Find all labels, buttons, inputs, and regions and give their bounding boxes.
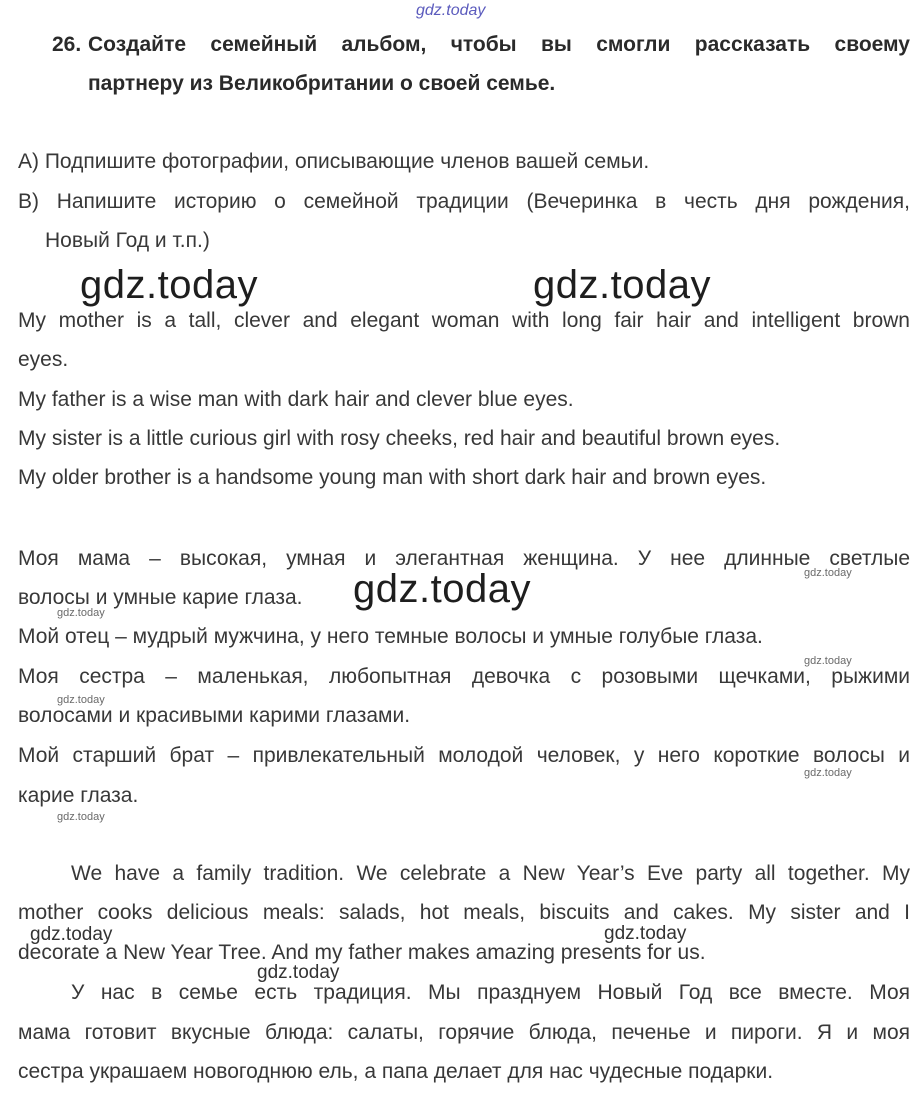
en-father: My father is a wise man with dark hair and clever blue eyes. xyxy=(18,388,574,411)
ru-mother-line2: волосы и умные карие глаза. xyxy=(18,586,303,609)
en-brother: My older brother is a handsome young man with short dark hair and brown eyes. xyxy=(18,466,767,489)
instruction-a: A) Подпишите фотографии, описывающие членов вашей семьи. xyxy=(18,150,650,173)
watermark-top: gdz.today xyxy=(416,2,486,19)
watermark-big-2: gdz.today xyxy=(533,263,711,307)
watermark-small-5: gdz.today xyxy=(804,767,852,779)
watermark-small-6: gdz.today xyxy=(57,811,105,823)
ru-sister-line1: Моя сестра – маленькая, любопытная девочка с розовыми щечками, рыжими xyxy=(18,665,910,688)
ru-tradition-line3: сестра украшаем новогоднюю ель, а папа делает для нас чудесные подарки. xyxy=(18,1060,774,1083)
ru-tradition-line2: мама готовит вкусные блюда: салаты, горячие блюда, печенье и пироги. Я и моя xyxy=(18,1021,910,1044)
watermark-mid-1: gdz.today xyxy=(30,924,113,945)
ru-brother-line1: Мой старший брат – привлекательный молодой человек, у него короткие волосы и xyxy=(18,744,910,767)
watermark-small-2: gdz.today xyxy=(57,607,105,619)
watermark-mid-3: gdz.today xyxy=(257,962,340,983)
ru-mother-line1: Моя мама – высокая, умная и элегантная женщина. У нее длинные светлые xyxy=(18,547,910,570)
ru-father: Мой отец – мудрый мужчина, у него темные волосы и умные голубые глаза. xyxy=(18,625,763,648)
task-title-line2: партнеру из Великобритании о своей семье. xyxy=(88,72,556,95)
task-title-line1: Создайте семейный альбом, чтобы вы смогли рассказать своему xyxy=(88,33,910,56)
watermark-small-1: gdz.today xyxy=(804,567,852,579)
en-sister: My sister is a little curious girl with rosy cheeks, red hair and beautiful brown eyes. xyxy=(18,427,781,450)
ru-brother-line2: карие глаза. xyxy=(18,784,139,807)
instruction-b-line1: B) Напишите историю о семейной традиции (Вечеринка в честь дня рождения, xyxy=(18,190,910,213)
en-tradition-line3: decorate a New Year Tree. And my father makes amazing presents for us. xyxy=(18,941,706,964)
en-mother-line1: My mother is a tall, clever and elegant woman with long fair hair and intelligent brown xyxy=(18,309,910,332)
en-tradition-line1: We have a family tradition. We celebrate a New Year’s Eve party all together. My xyxy=(71,862,910,885)
watermark-small-3: gdz.today xyxy=(804,655,852,667)
task-number: 26. xyxy=(52,33,82,56)
en-tradition-line2: mother cooks delicious meals: salads, hot meals, biscuits and cakes. My sister and I xyxy=(18,901,910,924)
ru-tradition-line1: У нас в семье есть традиция. Мы празднуем Новый Год все вместе. Моя xyxy=(71,981,910,1004)
watermark-big-3: gdz.today xyxy=(353,567,531,611)
watermark-big-1: gdz.today xyxy=(80,263,258,307)
watermark-small-4: gdz.today xyxy=(57,694,105,706)
watermark-mid-2: gdz.today xyxy=(604,923,687,944)
ru-sister-line2: волосами и красивыми карими глазами. xyxy=(18,704,411,727)
instruction-b-line2: Новый Год и т.п.) xyxy=(45,229,210,252)
en-mother-line2: eyes. xyxy=(18,348,69,371)
